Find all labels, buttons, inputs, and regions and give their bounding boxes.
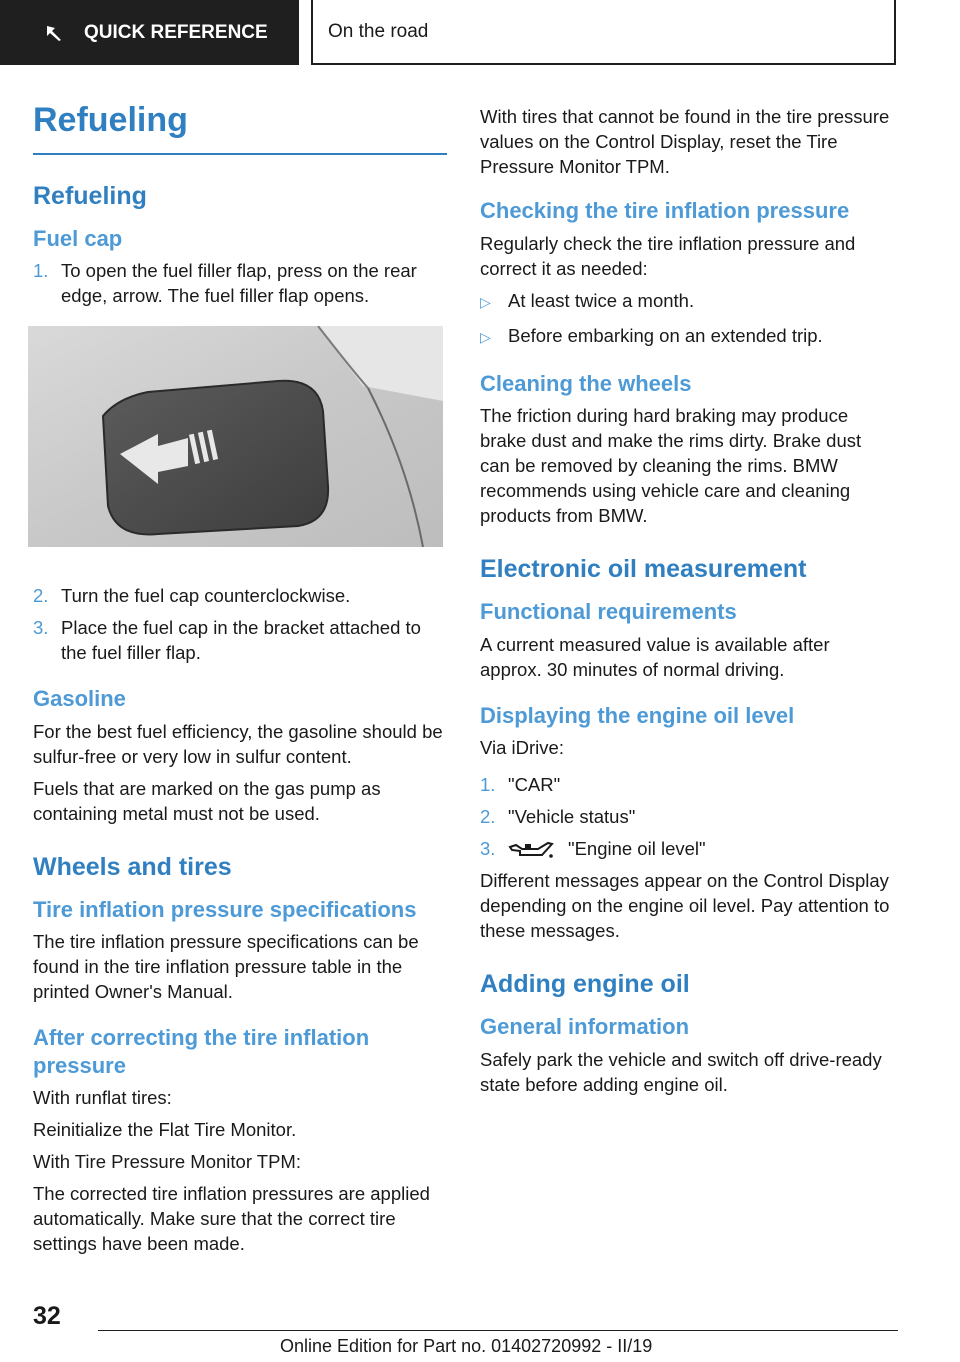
fuel-cap-steps-2 [33, 583, 447, 665]
heading-refueling: Refueling [33, 181, 147, 210]
heading-displaying-oil: Displaying the engine oil level [480, 702, 795, 728]
step-number: 1. [480, 774, 496, 795]
step-text: Place the fuel cap in the bracket attached to the fuel filler flap. [61, 617, 421, 664]
list-item [480, 288, 895, 315]
heading-adding-engine-oil: Adding engine oil [480, 970, 690, 999]
chapter-label: On the road [328, 20, 429, 42]
fuel-filler-flap-image [28, 326, 443, 547]
checking-paragraph: Regularly check the tire inflation pressure and correct it as needed: [480, 232, 856, 279]
list-item [33, 583, 447, 608]
after-paragraph-2: Reinitialize the Flat Tire Monitor. [33, 1119, 297, 1141]
list-item [33, 615, 447, 665]
bullet-text: At least twice a month. [508, 289, 695, 311]
heading-functional-requirements: Functional requirements [480, 599, 737, 624]
step-text: Turn the fuel cap counterclockwise. [61, 585, 351, 607]
bullet-triangle-icon: ▷ [480, 328, 491, 345]
heading-tire-specs: Tire inflation pressure specifications [33, 896, 417, 922]
after-paragraph-3: With Tire Pressure Monitor TPM: [33, 1151, 301, 1173]
oil-can-icon [508, 839, 554, 861]
page-number: 32 [33, 1302, 61, 1330]
messages-paragraph: Different messages appear on the Control Display depending on the engine oil level. Pay attention to these messages. [480, 870, 890, 942]
general-paragraph: Safely park the vehicle and switch off drive-ready state before adding engine oil. [480, 1048, 882, 1095]
bullet-triangle-icon: ▷ [480, 293, 491, 310]
tpm-intro-paragraph: With tires that cannot be found in the tire pressure values on the Control Display, reset the Tire Pressure Monitor TPM. [480, 106, 890, 177]
heading-electronic-oil: Electronic oil measurement [480, 555, 807, 583]
heading-cleaning-wheels: Cleaning the wheels [480, 370, 692, 396]
quick-reference-tab[interactable] [0, 0, 299, 65]
heading-checking-pressure: Checking the tire inflation pressure [480, 198, 850, 223]
step-text: To open the fuel filler flap, press on the rear edge, arrow. The fuel filler flap opens. [61, 260, 417, 307]
checking-bullets [480, 288, 895, 350]
cleaning-paragraph: The friction during hard braking may produce brake dust and make the rims dirty. Brake dust can be removed by cleaning the rims. BMW recommends using vehicle care and cleaning products from BMW. [480, 405, 862, 526]
after-paragraph-4: The corrected tire inflation pressures are applied automatically. Make sure that the correct tire settings have been made. [33, 1183, 430, 1255]
step-text: "Engine oil level" [568, 838, 706, 859]
gasoline-paragraph-1: For the best fuel efficiency, the gasoline should be sulfur-free or very low in sulfur content. [33, 720, 443, 767]
step-text: "CAR" [508, 774, 561, 795]
page-title: Refueling [33, 100, 447, 155]
footer-divider [98, 1330, 898, 1331]
heading-general-information: General information [480, 1014, 690, 1040]
step-number: 1. [33, 260, 49, 282]
edition-text: Online Edition for Part no. 01402720992 - II/19 [280, 1336, 653, 1356]
fuel-cap-steps-1 [33, 258, 447, 308]
list-item [480, 804, 895, 829]
list-item [480, 772, 895, 797]
chapter-title [311, 0, 896, 65]
functional-paragraph: A current measured value is available after approx. 30 minutes of normal driving. [480, 633, 830, 680]
step-number: 3. [480, 838, 496, 859]
arrow-icon [44, 23, 64, 43]
heading-after-correcting: After correcting the tire inflation pressure [33, 1025, 370, 1078]
list-item [33, 258, 447, 308]
step-number: 2. [480, 806, 496, 827]
heading-gasoline: Gasoline [33, 686, 126, 712]
after-paragraph-1: With runflat tires: [33, 1087, 172, 1109]
step-number: 2. [33, 585, 49, 607]
quick-reference-label: QUICK REFERENCE [84, 21, 268, 43]
heading-wheels-and-tires: Wheels and tires [33, 852, 232, 881]
list-item [480, 323, 895, 350]
right-column [480, 104, 895, 1104]
list-item [480, 836, 895, 861]
gasoline-paragraph-2: Fuels that are marked on the gas pump as containing metal must not be used. [33, 777, 381, 824]
heading-fuel-cap: Fuel cap [33, 225, 123, 251]
step-number: 3. [33, 617, 49, 639]
tire-specs-paragraph: The tire inflation pressure specifications can be found in the tire inflation pressure table in the printed Owner's Manual. [33, 931, 419, 1003]
step-text: "Vehicle status" [508, 806, 636, 827]
oil-steps [480, 772, 895, 861]
displaying-paragraph: Via iDrive: [480, 737, 564, 758]
bullet-text: Before embarking on an extended trip. [508, 324, 823, 346]
left-column [33, 100, 447, 1263]
